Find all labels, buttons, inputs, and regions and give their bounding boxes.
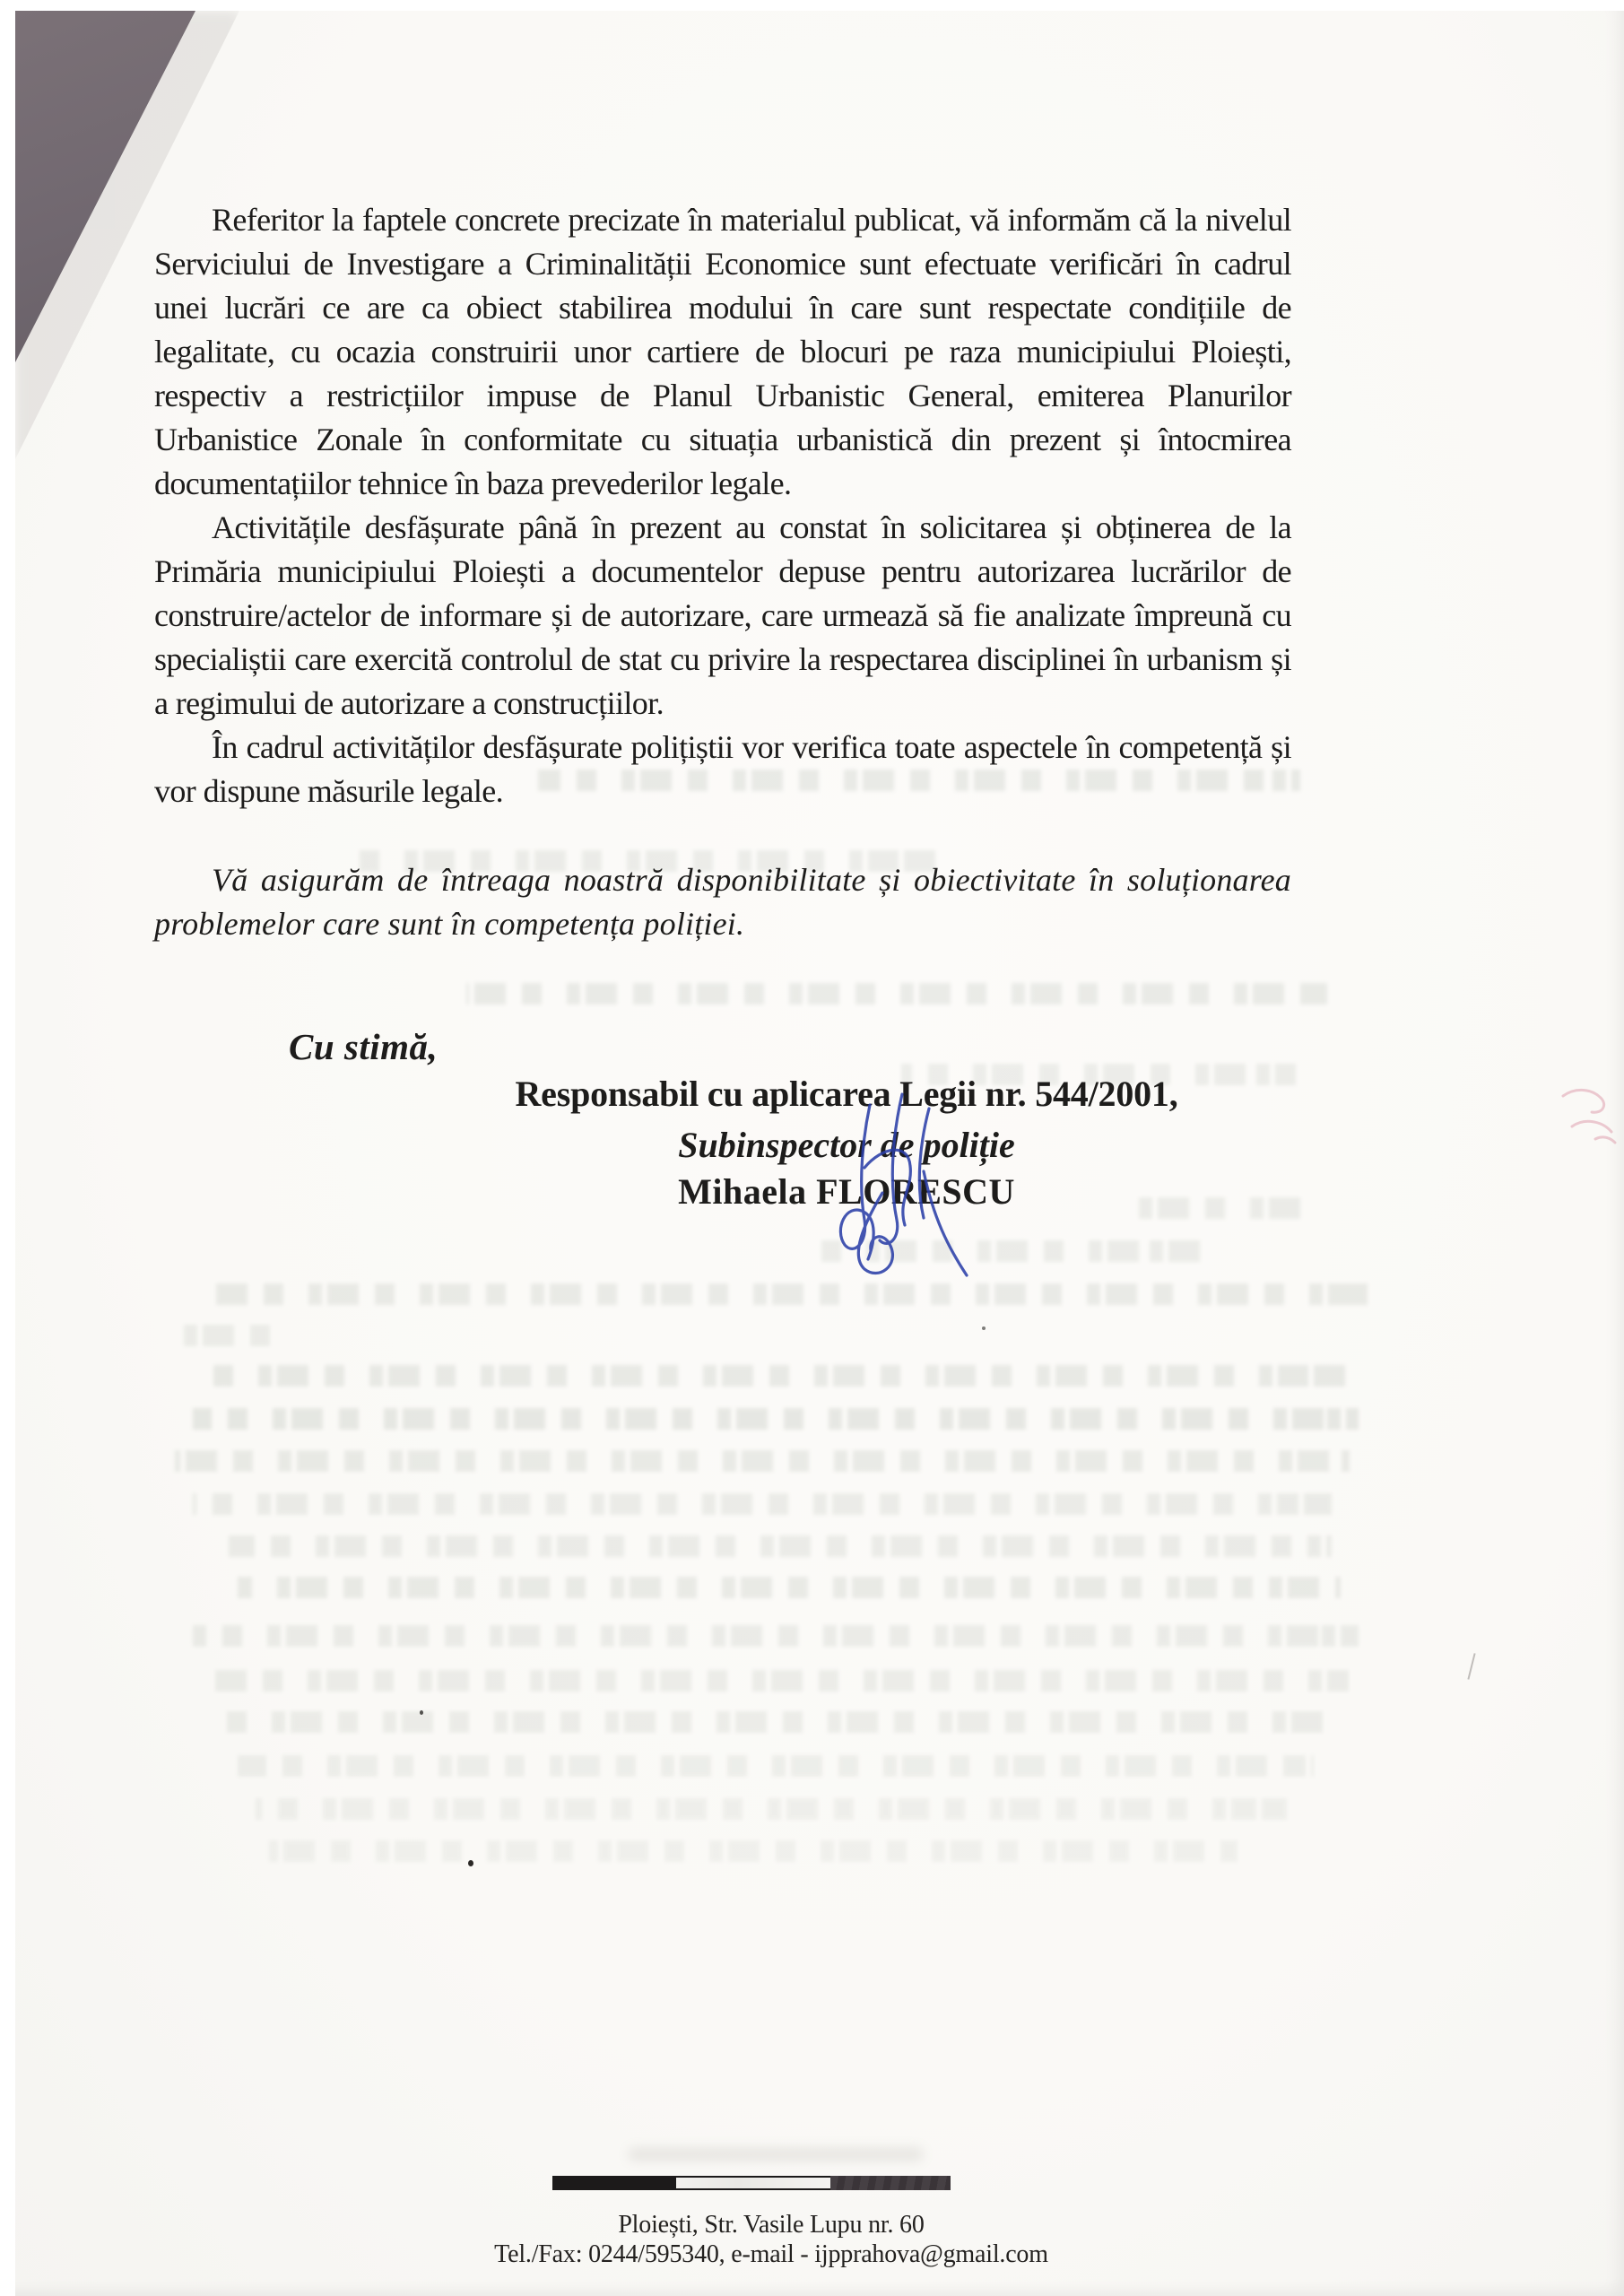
salutation: Cu stimă, [289, 1026, 439, 1067]
bleed-through-line [229, 1535, 1332, 1557]
bar-smudge [628, 2147, 924, 2161]
paragraph-2: Activitățile desfășurate până în prezent au constat în solicitarea și obținerea de la Primăria municipiului Ploiești a documentelor depuse pentru autorizarea lucrărilor de construire/actelor de informare și de autorizare, care urmează să fie analizate împreună cu specialiștii care exercită controlul de stat cu privire la respectarea disciplinei în urbanism și a regimului de autorizare a construcțiilor. [154, 509, 1291, 721]
signer-name: Mihaela FLORESCU [678, 1171, 1015, 1212]
scan-scratch [1467, 1653, 1475, 1680]
bleed-through-line [238, 1755, 1314, 1777]
bleed-through-line [269, 1840, 1238, 1862]
bleed-through-line [256, 1798, 1287, 1820]
dust-speck [420, 1710, 423, 1715]
footer-address: Ploiești, Str. Vasile Lupu nr. 60 [618, 2211, 925, 2239]
footer-contact: Tel./Fax: 0244/595340, e-mail - ijpprahova@gmail.com [494, 2240, 1048, 2268]
bleed-through-line [184, 1325, 274, 1346]
bleed-through-line [220, 1711, 1332, 1733]
paragraph-assurance: Vă asigurăm de întreaga noastră disponibilitate și obiectivitate în soluționarea problemelor care sunt în competența poliției. [154, 862, 1291, 942]
footer-bar-white-segment [676, 2178, 830, 2188]
bleed-through-line [193, 1493, 1332, 1515]
pink-pen-mark [1556, 1076, 1620, 1152]
paragraph-3: În cadrul activităților desfășurate polițiștii vor verifica toate aspectele în competență și vor dispune măsurile legale. [154, 729, 1291, 809]
bleed-through-line [193, 1408, 1359, 1430]
bleed-through-line [211, 1670, 1350, 1692]
bleed-through-line [466, 983, 1327, 1004]
dust-speck [468, 1860, 473, 1866]
scan-edge-left [0, 0, 15, 2296]
footer [323, 2210, 1220, 2269]
bleed-through-line [193, 1625, 1359, 1647]
dust-speck [982, 1326, 986, 1330]
signer-rank: Subinspector de poliție [678, 1125, 1015, 1165]
letter-body [154, 198, 1291, 946]
signer-role: Responsabil cu aplicarea Legii nr. 544/2001, [515, 1074, 1178, 1114]
bleed-through-line [215, 1283, 1372, 1305]
footer-bar-gray-segment [830, 2176, 951, 2190]
handwritten-signature [823, 1083, 994, 1290]
bleed-through-line [238, 1577, 1341, 1598]
paragraph-1: Referitor la faptele concrete precizate în materialul publicat, vă informăm că la nivelul Serviciului de Investigare a Criminalității Economice sunt efectuate verificări în cadrul unei lucrări ce are ca obiect stabilirea modului în care sunt respectate condițiile de legalitate, cu ocazia construirii unor cartiere de blocuri pe raza municipiului Ploiești, respectiv a restricțiilor impuse de Planul Urbanistic General, emiterea Planurilor Urbanistice Zonale în conformitate cu situația urbanistică din prezent și întocmirea documentațiilor tehnice în baza prevederilor legale. [154, 202, 1291, 501]
scan-edge-top [0, 0, 1624, 11]
footer-separator-bar [552, 2176, 951, 2190]
bleed-through-line [175, 1450, 1350, 1472]
bleed-through-line [211, 1365, 1359, 1387]
